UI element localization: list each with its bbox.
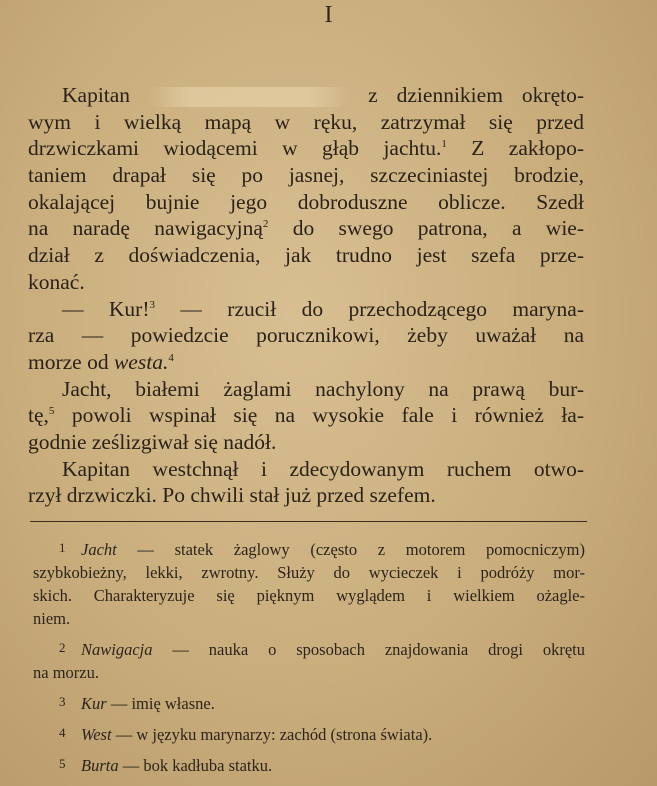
text-fragment: drzwiczkami wiodącemi w głąb jachtu. <box>28 136 442 161</box>
footnote-text: — imię własne. <box>110 694 215 713</box>
footnote-text: — bok kadłuba statku. <box>122 756 273 775</box>
footnote-term: Kur <box>81 694 107 713</box>
main-text <box>28 82 585 509</box>
text-fragment-italic: westa. <box>113 349 169 374</box>
text-fragment: — rzucił do przechodzącego maryna- <box>180 296 585 321</box>
text-line: wym i wielką mapą w ręku, zatrzymał się przed <box>28 109 584 134</box>
footnote-number: 4 <box>59 725 66 740</box>
footnote-term: Nawigacja <box>81 640 153 659</box>
footnote-ref: 5 <box>48 405 55 418</box>
footnote-text: — w języku marynarzy: zachód (strona świata). <box>115 725 433 744</box>
footnote-line <box>33 536 585 561</box>
text-line: taniem drapał się po jasnej, szczeciniastej brodzie, <box>28 163 584 188</box>
chapter-number: I <box>324 2 333 28</box>
footnote-line: szybkobieżny, lekki, zwrotny. Służy do wycieczek i podróży mor- <box>33 563 585 582</box>
text-fragment: z dziennikiem okręto- <box>368 83 585 107</box>
footnote-term: West <box>81 725 112 744</box>
footnote-line: na morzu. <box>33 663 99 682</box>
footnote-number: 2 <box>59 640 66 655</box>
text-fragment: — Kur! <box>62 296 150 321</box>
footnote-term: Jacht <box>81 540 117 559</box>
text-line: dział z doświadczenia, jak trudno jest szefa prze- <box>28 243 584 268</box>
text-line: rzył drzwiczki. Po chwili stał już przed szefem. <box>28 483 436 508</box>
text-fragment: Z zakłopo- <box>471 136 584 161</box>
footnote-2 <box>33 636 585 684</box>
text-fragment: morze od <box>28 349 109 374</box>
footnote-number: 1 <box>59 540 66 555</box>
footnote-line <box>33 690 585 715</box>
text-line: konać. <box>28 269 85 294</box>
text-line: godnie ześlizgiwał się nadół. <box>28 429 277 454</box>
text-line <box>62 296 584 323</box>
footnote-number: 5 <box>59 756 66 771</box>
text-line <box>28 402 584 429</box>
text-fragment: Kapitan <box>62 83 131 107</box>
text-line: Kapitan westchnął i zdecydowanym ruchem otwo- <box>62 456 584 481</box>
text-fragment: powoli wspinał się na wysokie fale i również ła- <box>71 403 584 428</box>
footnote-text: — nauka o sposobach znajdowania drogi okrętu <box>172 640 585 659</box>
footnote-ref: 3 <box>149 298 155 311</box>
footnote-term: Burta <box>81 756 119 775</box>
footnote-line: skich. Charakteryzuje się pięknym wyglądem i wielkiem ożagle- <box>33 586 585 605</box>
footnote-1 <box>33 536 585 630</box>
footnote-5 <box>33 752 585 777</box>
text-line: okalającej bujnie jego dobroduszne oblicze. Szedł <box>28 189 584 214</box>
footnote-ref: 4 <box>168 351 174 364</box>
text-line <box>28 349 584 376</box>
footnote-ref: 2 <box>262 218 269 231</box>
footnote-4 <box>33 721 585 746</box>
text-line <box>62 82 584 109</box>
text-fragment: tę, <box>28 403 49 428</box>
text-line: rza — powiedzcie porucznikowi, żeby uważał na <box>28 323 584 348</box>
footnote-number: 3 <box>59 694 66 709</box>
text-fragment: na naradę nawigacyjną <box>28 216 263 241</box>
text-line <box>28 215 584 242</box>
footnote-line <box>33 752 585 777</box>
footnote-line <box>33 721 585 746</box>
footnote-3 <box>33 690 585 715</box>
text-line <box>28 135 584 162</box>
redacted-blur <box>149 87 349 107</box>
footnote-line <box>33 636 585 661</box>
footnote-text: — statek żaglowy (często z motorem pomocniczym) <box>137 540 585 559</box>
text-line: Jacht, białemi żaglami nachylony na prawą bur- <box>62 376 584 401</box>
footnote-divider <box>30 521 587 522</box>
footnote-line: niem. <box>33 609 71 628</box>
text-fragment: do swego patrona, a wie- <box>292 216 585 241</box>
footnote-ref: 1 <box>441 138 447 151</box>
footnotes <box>33 536 585 783</box>
